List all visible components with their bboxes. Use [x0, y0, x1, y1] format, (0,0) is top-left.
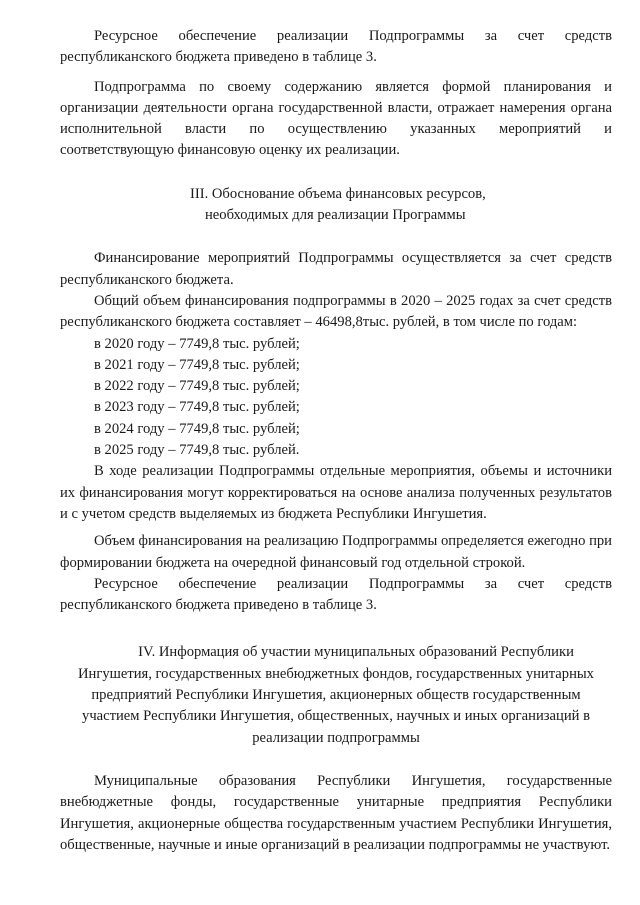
section3-title-line1: III. Обоснование объема финансовых ресурсов, — [190, 185, 486, 202]
paragraph-annual-volume: Объем финансирования на реализацию Подпрограммы определяется ежегодно при формировании бюджета на очередной финансовый год отдельной строкой. — [60, 533, 612, 571]
list-item: в 2024 году – 7749,8 тыс. рублей; — [94, 420, 300, 437]
document-page — [60, 26, 612, 856]
list-item: в 2020 году – 7749,8 тыс. рублей; — [94, 335, 300, 352]
paragraph-adjustments: В ходе реализации Подпрограммы отдельные мероприятия, объемы и источники их финансирования могут корректироваться на основе анализа полученных результатов и с учетом средств выделяемых из бюджета Республики Ингушетия. — [60, 463, 612, 522]
section4-title-line: Ингушетия, государственных внебюджетных фондов, государственных унитарных — [78, 665, 594, 682]
list-item: в 2023 году – 7749,8 тыс. рублей; — [94, 399, 300, 416]
paragraph-total-volume: Общий объем финансирования подпрограммы в 2020 – 2025 годах за счет средств республиканского бюджета составляет – 46498,8тыс. рублей, в том числе по годам: — [60, 292, 612, 331]
years-list — [94, 334, 612, 462]
section4-title — [60, 642, 612, 748]
paragraph-resource-1: Ресурсное обеспечение реализации Подпрограммы за счет средств республиканского бюджета приведено в таблице 3. — [60, 28, 612, 66]
list-item: в 2022 году – 7749,8 тыс. рублей; — [94, 378, 300, 395]
list-item: в 2025 году – 7749,8 тыс. рублей. — [94, 442, 300, 459]
section4-title-line: реализации подпрограммы — [252, 729, 420, 746]
paragraph-financing: Финансирование мероприятий Подпрограммы осуществляется за счет средств республиканского бюджета. — [60, 250, 612, 288]
paragraph-resource-2: Ресурсное обеспечение реализации Подпрограммы за счет средств республиканского бюджета приведено в таблице 3. — [60, 575, 612, 614]
section4-title-line: предприятий Республики Ингушетия, акционерных обществ государственным — [91, 687, 581, 704]
paragraph-participation: Муниципальные образования Республики Ингушетия, государственные внебюджетные фонды, государственные унитарные предприятия Республики Ингушетия, акционерные общества государственным участием Республики Ингушетия, общественные, научные и иные организаций в реализации подпрограммы не участвуют. — [60, 772, 612, 853]
section4-title-line: участием Республики Ингушетия, общественных, научных и иных организаций в — [82, 708, 590, 725]
paragraph-subprogram-essence: Подпрограмма по своему содержанию является формой планирования и организации деятельности органа государственной власти, отражает намерения органа исполнительной власти по осуществлению указанных мероприятий и соответствующую финансовую оценку их реализации. — [60, 78, 612, 159]
section3-title-line2: необходимых для реализации Программы — [205, 207, 466, 224]
section4-title-line: IV. Информация об участии муниципальных образований Республики — [138, 644, 574, 661]
list-item: в 2021 году – 7749,8 тыс. рублей; — [94, 356, 300, 373]
